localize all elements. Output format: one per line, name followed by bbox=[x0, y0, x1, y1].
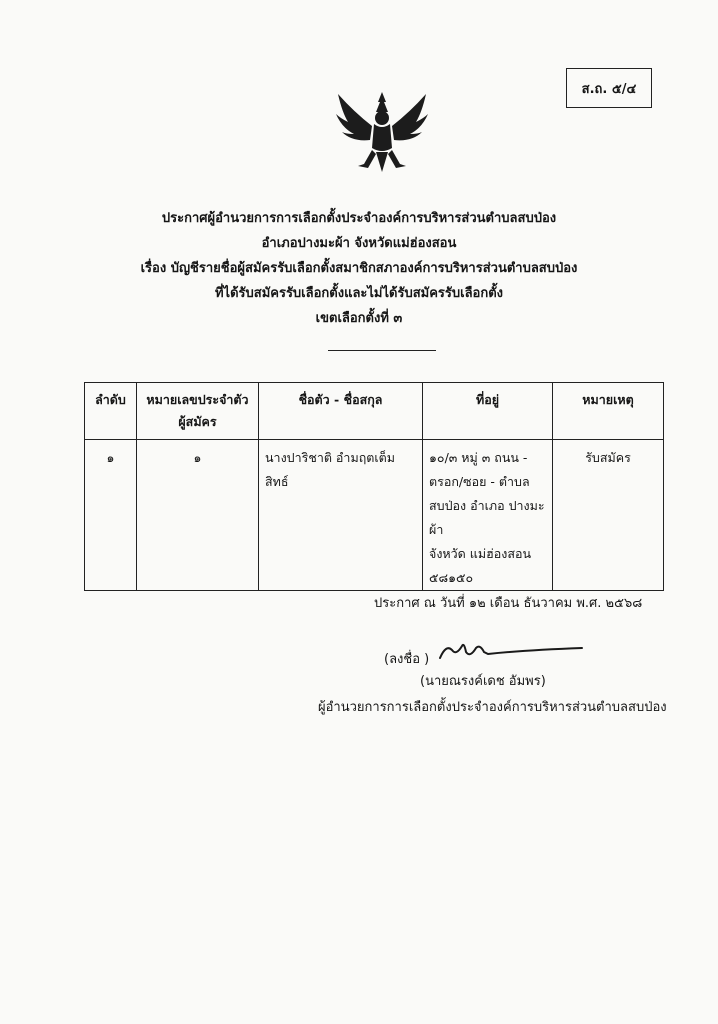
header-number-line-1: หมายเลขประจำตัว bbox=[146, 392, 249, 407]
header-remark: หมายเหตุ bbox=[553, 383, 664, 440]
address-line-1: ๑๐/๓ หมู่ ๓ ถนน - bbox=[429, 450, 528, 465]
garuda-emblem-icon bbox=[334, 92, 430, 174]
announce-date: ประกาศ ณ วันที่ ๑๒ เดือน ธันวาคม พ.ศ. ๒๕๖๘ bbox=[374, 596, 643, 611]
address-line-2: ตรอก/ซอย - ตำบล bbox=[429, 474, 530, 489]
announcement-heading bbox=[0, 206, 718, 331]
address-line-3: สบป่อง อำเภอ ปางมะผ้า bbox=[429, 498, 545, 537]
sign-label: (ลงชื่อ ) bbox=[384, 652, 430, 667]
address-line-5: ๕๘๑๕๐ bbox=[429, 570, 474, 585]
cell-name: นางปาริชาติ อำมฤตเต็มสิทธ์ bbox=[259, 440, 423, 591]
header-name: ชื่อตัว - ชื่อสกุล bbox=[259, 383, 423, 440]
form-code: ส.ถ. ๕/๔ bbox=[581, 81, 637, 97]
candidate-table bbox=[84, 382, 664, 591]
header-number-line-2: ผู้สมัคร bbox=[178, 414, 217, 429]
header-candidate-number bbox=[137, 383, 259, 440]
address-line-4: จังหวัด แม่ฮ่องสอน bbox=[429, 546, 531, 561]
heading-divider bbox=[328, 350, 436, 351]
heading-line-4: ที่ได้รับสมัครรับเลือกตั้งและไม่ได้รับสมัครรับเลือกตั้ง bbox=[214, 286, 504, 301]
heading-line-1: ประกาศผู้อำนวยการการเลือกตั้งประจำองค์การบริหารส่วนตำบลสบป่อง bbox=[161, 211, 557, 226]
heading-line-2: อำเภอปางมะผ้า จังหวัดแม่ฮ่องสอน bbox=[261, 236, 457, 251]
table-row bbox=[85, 440, 664, 591]
signature-image bbox=[436, 638, 586, 664]
cell-order: ๑ bbox=[85, 440, 137, 591]
signer-title: ผู้อำนวยการการเลือกตั้งประจำองค์การบริหารส่วนตำบลสบป่อง bbox=[318, 700, 667, 715]
signer-name: (นายณรงค์เดช อัมพร) bbox=[420, 674, 546, 689]
heading-line-5: เขตเลือกตั้งที่ ๓ bbox=[315, 311, 403, 326]
cell-number: ๑ bbox=[137, 440, 259, 591]
cell-remark: รับสมัคร bbox=[553, 440, 664, 591]
cell-address bbox=[423, 440, 553, 591]
heading-line-3: เรื่อง บัญชีรายชื่อผู้สมัครรับเลือกตั้งสมาชิกสภาองค์การบริหารส่วนตำบลสบป่อง bbox=[140, 261, 578, 276]
table-header-row bbox=[85, 383, 664, 440]
form-code-box bbox=[566, 68, 652, 108]
header-order: ลำดับ bbox=[85, 383, 137, 440]
header-address: ที่อยู่ bbox=[423, 383, 553, 440]
